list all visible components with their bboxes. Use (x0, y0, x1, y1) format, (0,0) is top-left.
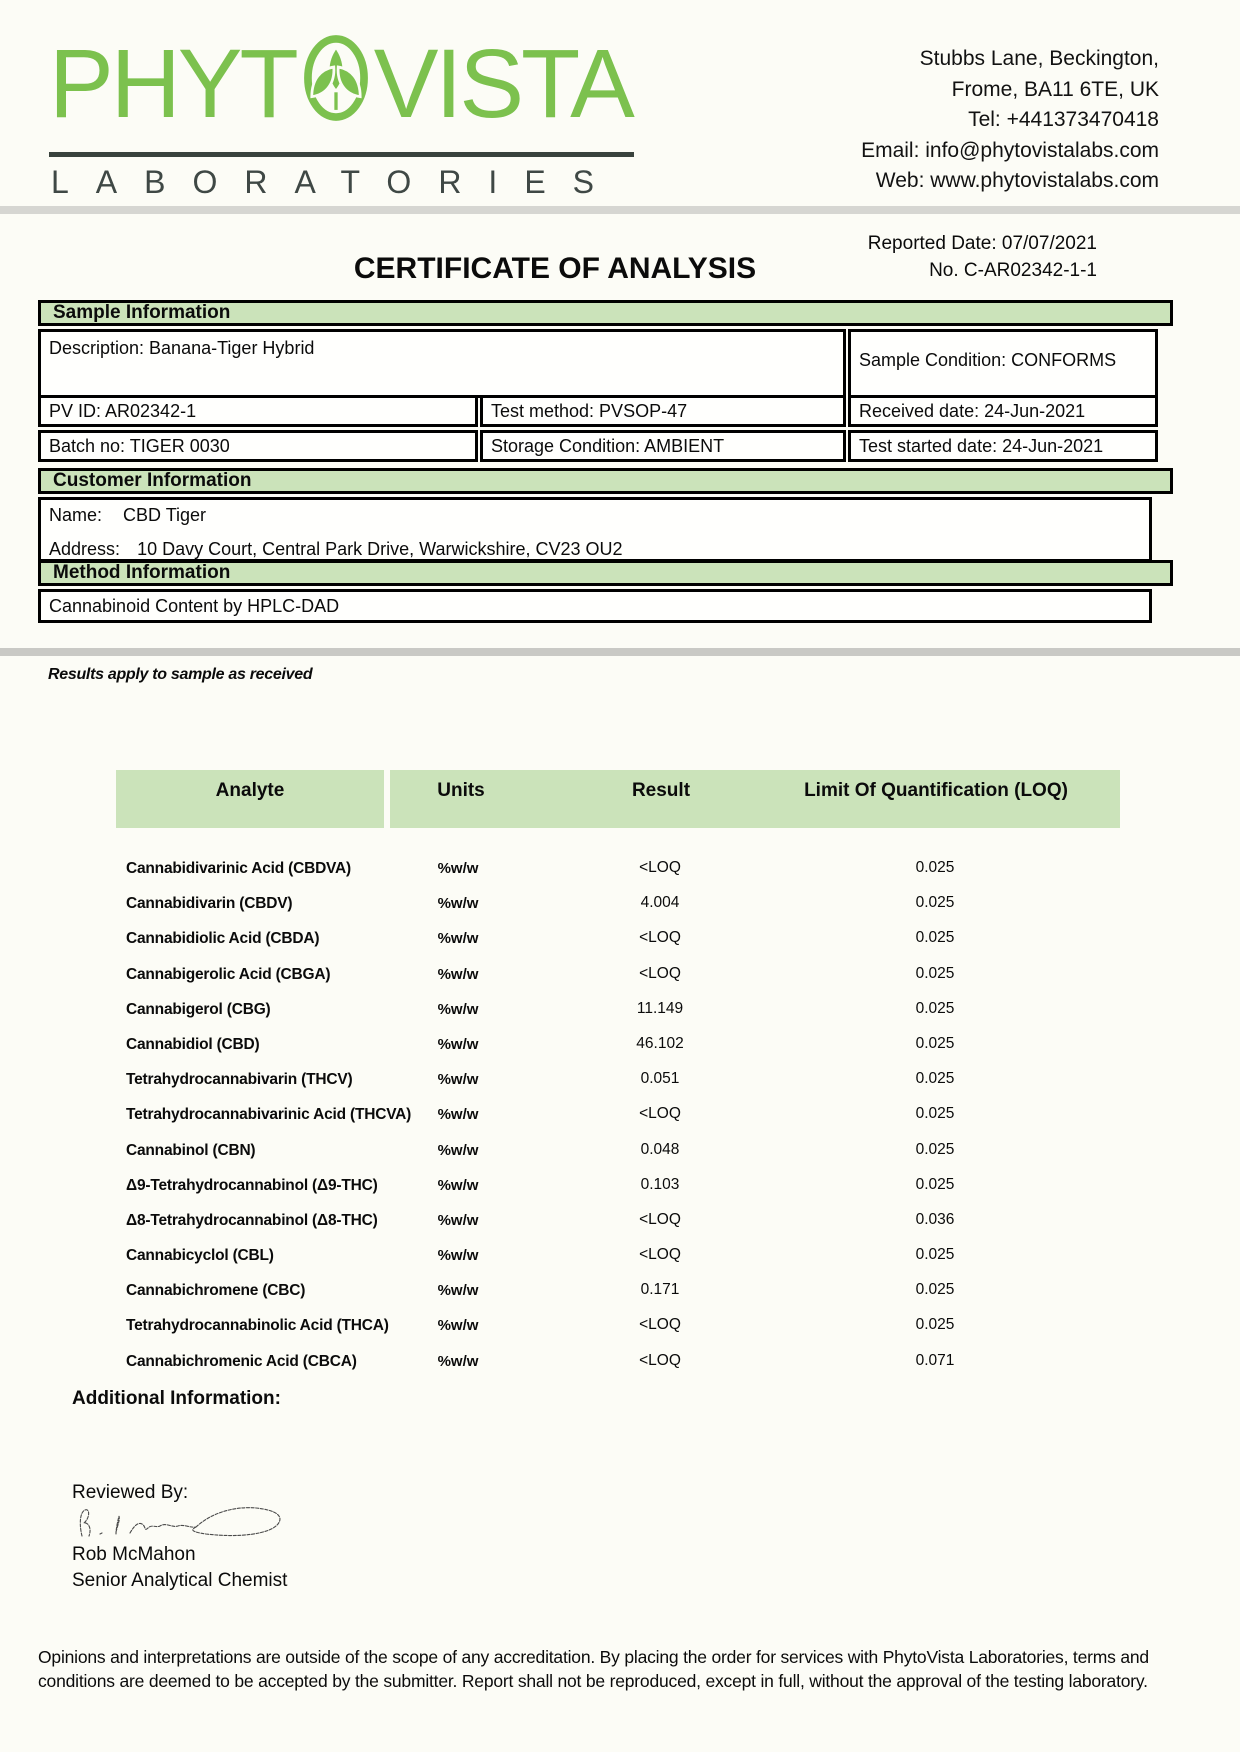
sample-information-heading: Sample Information (38, 300, 1173, 326)
table-row (116, 1028, 1120, 1063)
loq-cell: 0.025 (915, 1070, 955, 1088)
table-row (116, 1309, 1120, 1344)
result-cell: 0.051 (640, 1070, 680, 1088)
result-cell: <LOQ (639, 1210, 681, 1228)
units-cell: %w/w (437, 965, 479, 983)
brand-wordmark (49, 30, 634, 139)
brand-underline (49, 152, 634, 157)
received-date-cell: Received date: 24-Jun-2021 (848, 395, 1158, 427)
description-cell: Description: Banana-Tiger Hybrid (38, 329, 846, 398)
customer-info-cell (38, 497, 1152, 562)
table-row (116, 922, 1120, 957)
customer-address-value: 10 Davy Court, Central Park Drive, Warwickshire, CV23 OU2 (137, 539, 623, 559)
analyte-cell: Cannabidivarin (CBDV) (126, 895, 293, 913)
customer-name-value: CBD Tiger (123, 505, 207, 525)
result-cell: 0.103 (640, 1175, 680, 1193)
result-cell: 0.048 (640, 1140, 680, 1158)
units-cell: %w/w (437, 895, 479, 913)
contact-line: Email: info@phytovistalabs.com (861, 138, 1159, 162)
units-cell: %w/w (437, 1071, 479, 1089)
units-cell: %w/w (437, 1035, 479, 1053)
customer-name-label: Name: (49, 505, 103, 525)
loq-cell: 0.025 (915, 964, 955, 982)
table-row (116, 852, 1120, 887)
loq-cell: 0.025 (915, 1281, 955, 1299)
loq-cell: 0.071 (915, 1351, 955, 1369)
batch-no-cell: Batch no: TIGER 0030 (38, 430, 478, 462)
table-row (116, 1204, 1120, 1239)
result-header: Result (631, 780, 691, 801)
method-information-heading: Method Information (38, 560, 1173, 586)
results-divider (0, 648, 1240, 656)
brand-wordmark-post: VISTA (373, 29, 632, 138)
analyte-cell: Tetrahydrocannabivarin (THCV) (126, 1071, 353, 1089)
result-cell: 46.102 (636, 1034, 684, 1052)
result-cell: <LOQ (639, 964, 681, 982)
table-row (116, 1274, 1120, 1309)
table-row (116, 1098, 1120, 1133)
units-cell: %w/w (437, 1211, 479, 1229)
analyte-header: Analyte (215, 780, 285, 801)
units-cell: %w/w (437, 1141, 479, 1159)
loq-cell: 0.025 (915, 1246, 955, 1264)
table-row (116, 958, 1120, 993)
test-method-cell: Test method: PVSOP-47 (480, 395, 846, 427)
table-row (116, 1169, 1120, 1204)
loq-cell: 0.025 (915, 929, 955, 947)
loq-cell: 0.025 (915, 894, 955, 912)
analyte-cell: Cannabidivarinic Acid (CBDVA) (126, 860, 352, 877)
leaf-icon (303, 34, 369, 143)
reviewed-by-label: Reviewed By: (72, 1482, 189, 1503)
result-cell: <LOQ (639, 1246, 681, 1264)
footer-disclaimer: Opinions and interpretations are outside of the scope of any accreditation. By placing the order for services with PhytoVista Laboratories, terms and conditions are deemed to be accepted by the submitter. Report shall not be reproduced, except in full, without the approval of the testing laboratory. (38, 1647, 1149, 1691)
loq-cell: 0.025 (915, 1316, 955, 1334)
result-cell: <LOQ (639, 1351, 681, 1369)
brand-subtitle: LABORATORIES (51, 164, 621, 200)
customer-address-row (49, 539, 1149, 560)
loq-cell: 0.025 (915, 859, 955, 876)
contact-line: Tel: +441373470418 (968, 108, 1159, 131)
loq-cell: 0.036 (915, 1210, 955, 1228)
results-header-rest-cell (390, 770, 1120, 828)
result-cell: 11.149 (636, 999, 684, 1017)
reviewer-name: Rob McMahon (72, 1544, 196, 1565)
storage-condition-cell: Storage Condition: AMBIENT (480, 430, 846, 462)
units-header: Units (437, 780, 485, 801)
analyte-cell: Δ9-Tetrahydrocannabinol (Δ9-THC) (126, 1176, 378, 1194)
units-cell: %w/w (437, 930, 479, 948)
result-cell: <LOQ (639, 1105, 681, 1123)
customer-name-row (49, 505, 1149, 526)
method-cell: Cannabinoid Content by HPLC-DAD (38, 589, 1152, 623)
table-row (116, 1134, 1120, 1169)
customer-address-label: Address: (49, 539, 121, 559)
result-cell: 4.004 (640, 894, 680, 912)
analyte-cell: Tetrahydrocannabinolic Acid (THCA) (126, 1317, 389, 1335)
units-cell: %w/w (437, 860, 479, 877)
reported-date: Reported Date: 07/07/2021 (867, 233, 1097, 254)
table-row (116, 1345, 1120, 1380)
units-cell: %w/w (437, 1106, 479, 1124)
units-cell: %w/w (437, 1352, 479, 1370)
header-divider (0, 206, 1240, 214)
table-row (116, 887, 1120, 922)
signature-image (72, 1498, 292, 1549)
loq-cell: 0.025 (915, 999, 955, 1017)
contact-block (700, 44, 1159, 197)
analyte-cell: Tetrahydrocannabivarinic Acid (THCVA) (126, 1106, 412, 1124)
sample-condition-cell: Sample Condition: CONFORMS (848, 329, 1158, 410)
result-cell: <LOQ (639, 929, 681, 947)
results-header-analyte-cell (116, 770, 384, 828)
table-row (116, 993, 1120, 1028)
page-title: CERTIFICATE OF ANALYSIS (353, 252, 757, 285)
loq-cell: 0.025 (915, 1034, 955, 1052)
table-row (116, 1239, 1120, 1274)
report-number: No. C-AR02342-1-1 (929, 260, 1097, 281)
analyte-cell: Cannabidiolic Acid (CBDA) (126, 930, 320, 948)
analyte-cell: Cannabinol (CBN) (126, 1141, 256, 1159)
brand-logo (49, 29, 634, 200)
pv-id-cell: PV ID: AR02342-1 (38, 395, 478, 427)
analyte-cell: Cannabigerol (CBG) (126, 1000, 271, 1018)
loq-cell: 0.025 (915, 1140, 955, 1158)
result-cell: <LOQ (639, 859, 681, 876)
units-cell: %w/w (437, 1282, 479, 1300)
analyte-cell: Cannabichromene (CBC) (126, 1282, 306, 1300)
results-note: Results apply to sample as received (48, 666, 313, 683)
loq-header: Limit Of Quantification (LOQ) (804, 780, 1068, 801)
result-cell: 0.171 (640, 1281, 680, 1299)
brand-wordmark-pre: PHYT (49, 29, 296, 138)
units-cell: %w/w (437, 1176, 479, 1194)
loq-cell: 0.025 (915, 1105, 955, 1123)
analyte-cell: Cannabicyclol (CBL) (126, 1247, 274, 1265)
contact-line: Stubbs Lane, Beckington, (919, 47, 1159, 70)
analyte-cell: Cannabidiol (CBD) (126, 1035, 260, 1053)
contact-line: Web: www.phytovistalabs.com (875, 169, 1159, 192)
analyte-cell: Cannabigerolic Acid (CBGA) (126, 965, 331, 983)
units-cell: %w/w (437, 1317, 479, 1335)
units-cell: %w/w (437, 1000, 479, 1018)
analyte-cell: Cannabichromenic Acid (CBCA) (126, 1352, 357, 1370)
results-rows (116, 852, 1120, 1380)
additional-information-label: Additional Information: (72, 1388, 281, 1409)
analyte-cell: Δ8-Tetrahydrocannabinol (Δ8-THC) (126, 1211, 378, 1229)
reviewer-title: Senior Analytical Chemist (72, 1570, 288, 1591)
contact-line: Frome, BA11 6TE, UK (951, 77, 1159, 101)
loq-cell: 0.025 (915, 1175, 955, 1193)
table-row (116, 1063, 1120, 1098)
result-cell: <LOQ (639, 1316, 681, 1334)
units-cell: %w/w (437, 1247, 479, 1265)
test-started-date-cell: Test started date: 24-Jun-2021 (848, 430, 1158, 462)
customer-information-heading: Customer Information (38, 468, 1173, 494)
